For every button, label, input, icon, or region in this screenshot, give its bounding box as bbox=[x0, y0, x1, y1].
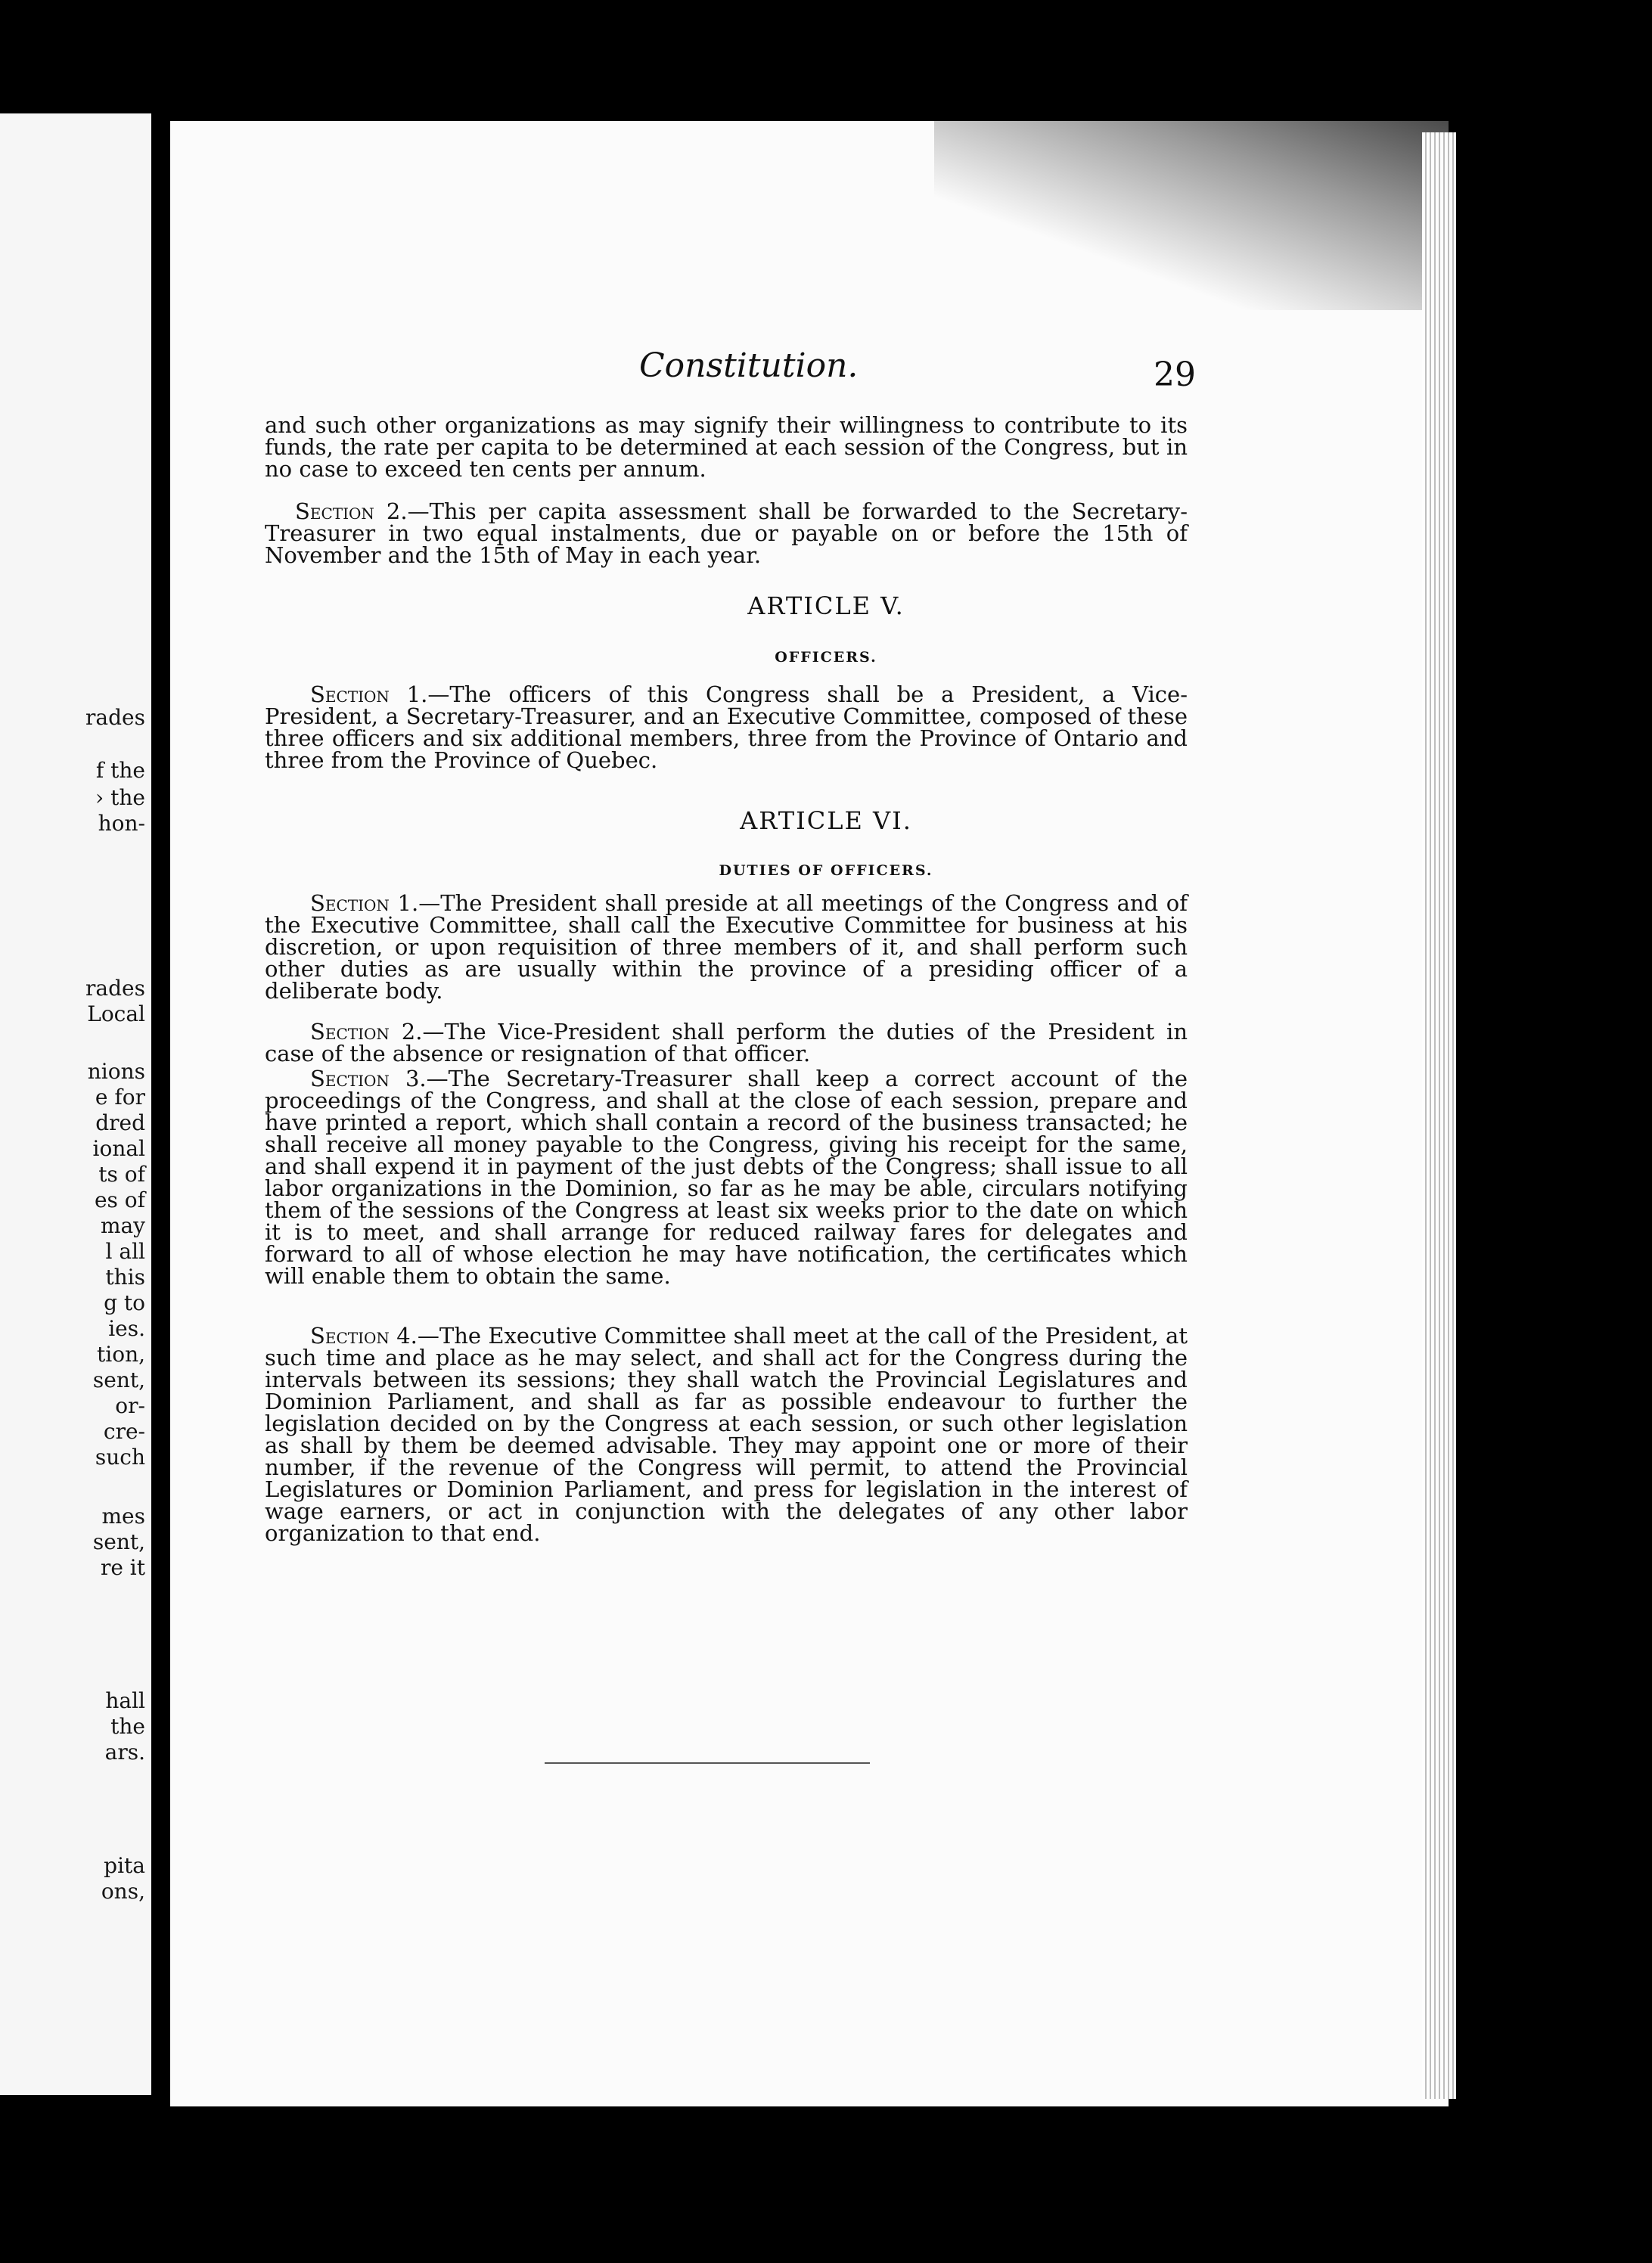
article-5-subheading: OFFICERS. bbox=[775, 649, 877, 666]
left-page-fragment: the bbox=[110, 1714, 145, 1739]
left-page-fragment: › the bbox=[95, 785, 145, 810]
page-edges bbox=[1422, 132, 1456, 2099]
left-page-fragment: ars. bbox=[104, 1740, 145, 1765]
left-page-fragment: g to bbox=[104, 1290, 145, 1315]
page-number: 29 bbox=[1154, 355, 1196, 394]
left-page-fragment: f the bbox=[95, 758, 145, 783]
closing-rule bbox=[545, 1762, 870, 1764]
left-page-fragment: nions bbox=[87, 1059, 145, 1084]
left-page-fragment: pita bbox=[104, 1853, 145, 1878]
article-5-heading: ARTICLE V. bbox=[747, 591, 905, 620]
paragraph-art6-section1 bbox=[265, 892, 1188, 1002]
left-page-fragment: this bbox=[105, 1265, 145, 1290]
left-page-fragment: dred bbox=[95, 1110, 145, 1135]
section-label: Section 1. bbox=[310, 890, 419, 916]
paragraph-art5-section1 bbox=[265, 681, 1188, 773]
article-6-heading: ARTICLE VI. bbox=[740, 806, 912, 835]
left-page-fragment: Local bbox=[87, 1001, 145, 1026]
paragraph-text: —The Secretary-Treasurer shall keep a correct account of the proceedings of the Congress, and shall at the close of each session, prepare and have printed a report, which shall contain a record of the business transacted; he shall receive all money payable to the Congress, giving his receipt for the same, and shall expend it in payment of the just debts of the Congress; shall issue to all labor organizations in the Dominion, so far as he may be able, circulars notifying them of the sessions of the Congress at least six weeks prior to the date on which it is to meet, and shall arrange for reduced railway fares for delegates and forward to all of whose election he may have notification, the certificates which will enable them to obtain the same. bbox=[265, 1066, 1188, 1289]
left-page-fragment: sent, bbox=[92, 1529, 145, 1554]
section-label: Section 2. bbox=[295, 498, 408, 524]
left-page-fragment: ional bbox=[92, 1136, 145, 1161]
paragraph-text: —The officers of this Congress shall be a President, a Vice-President, a Secretary-Treasurer, and an Executive Committee, composed of these three officers and six additional members, three from the Province of Ontario and three from the Province of Quebec. bbox=[265, 681, 1188, 773]
left-facing-page bbox=[0, 113, 151, 2095]
paragraph-intro bbox=[265, 414, 1188, 480]
paragraph-art4-section2 bbox=[265, 498, 1188, 568]
left-page-fragment: ts of bbox=[98, 1162, 145, 1187]
left-page-fragment: sent, bbox=[92, 1367, 145, 1392]
section-label: Section 1. bbox=[310, 681, 428, 707]
left-page-fragment: hall bbox=[105, 1688, 145, 1713]
left-page-fragment: or- bbox=[115, 1393, 145, 1418]
section-label: Section 4. bbox=[310, 1323, 418, 1349]
left-page-fragment: ons, bbox=[101, 1879, 145, 1904]
left-page-fragment: mes bbox=[101, 1504, 145, 1529]
paragraph-text: —The Executive Committee shall meet at the call of the President, at such time and place as he may select, and shall act for the Congress during the intervals between its sessions; they shall watch the Provincial Legislatures and Dominion Parliament, and shall as far as possible endeavour to further the legislation decided on by the Congress at each session, or such other legislation as shall by them be deemed advisable. They may appoint one or more of their number, if the revenue of the Congress will permit, to attend the Provincial Legislatures or Dominion Parliament, and press for legislation in the interest of wage earners, or act in conjunction with the delegates of any other labor organization to that end. bbox=[265, 1323, 1188, 1546]
article-6-subheading: DUTIES OF OFFICERS. bbox=[719, 862, 933, 879]
paragraph-art6-section2 bbox=[265, 1021, 1188, 1065]
left-page-fragment: e for bbox=[95, 1085, 145, 1110]
left-page-fragment: es of bbox=[94, 1187, 145, 1212]
left-page-fragment: cre- bbox=[103, 1419, 145, 1444]
section-label: Section 3. bbox=[310, 1066, 427, 1091]
paragraph-text: —The Vice-President shall perform the duties of the President in case of the absence or resignation of that officer. bbox=[265, 1019, 1188, 1066]
left-page-fragment: tion, bbox=[97, 1342, 145, 1367]
paragraph-art6-section3 bbox=[265, 1068, 1188, 1287]
left-page-fragment: hon- bbox=[98, 811, 145, 836]
paragraph-art6-section4 bbox=[265, 1325, 1188, 1544]
paragraph-text: —This per capita assessment shall be forwarded to the Secretary-Treasurer in two equal instalments, due or payable on or before the 15th of November and the 15th of May in each year. bbox=[265, 498, 1188, 568]
paragraph-text: and such other organizations as may signify their willingness to contribute to its funds, the rate per capita to be determined at each session of the Congress, but in no case to exceed ten cents per annum. bbox=[265, 412, 1188, 482]
left-page-fragment: l all bbox=[105, 1239, 145, 1264]
left-page-fragment: such bbox=[95, 1445, 145, 1470]
left-page-fragment: may bbox=[100, 1213, 145, 1238]
running-head: Constitution. bbox=[639, 346, 859, 385]
section-label: Section 2. bbox=[310, 1019, 423, 1045]
left-page-fragment: ies. bbox=[108, 1316, 145, 1341]
left-page-fragment: re it bbox=[100, 1555, 145, 1580]
left-page-fragment: rades bbox=[85, 705, 145, 730]
left-page-fragment: rades bbox=[85, 976, 145, 1001]
paragraph-text: —The President shall preside at all meetings of the Congress and of the Executive Committee, shall call the Executive Committee for business at his discretion, or upon requisition of three members of it, and shall perform such other duties as are usually within the province of a presiding officer of a deliberate body. bbox=[265, 890, 1188, 1004]
